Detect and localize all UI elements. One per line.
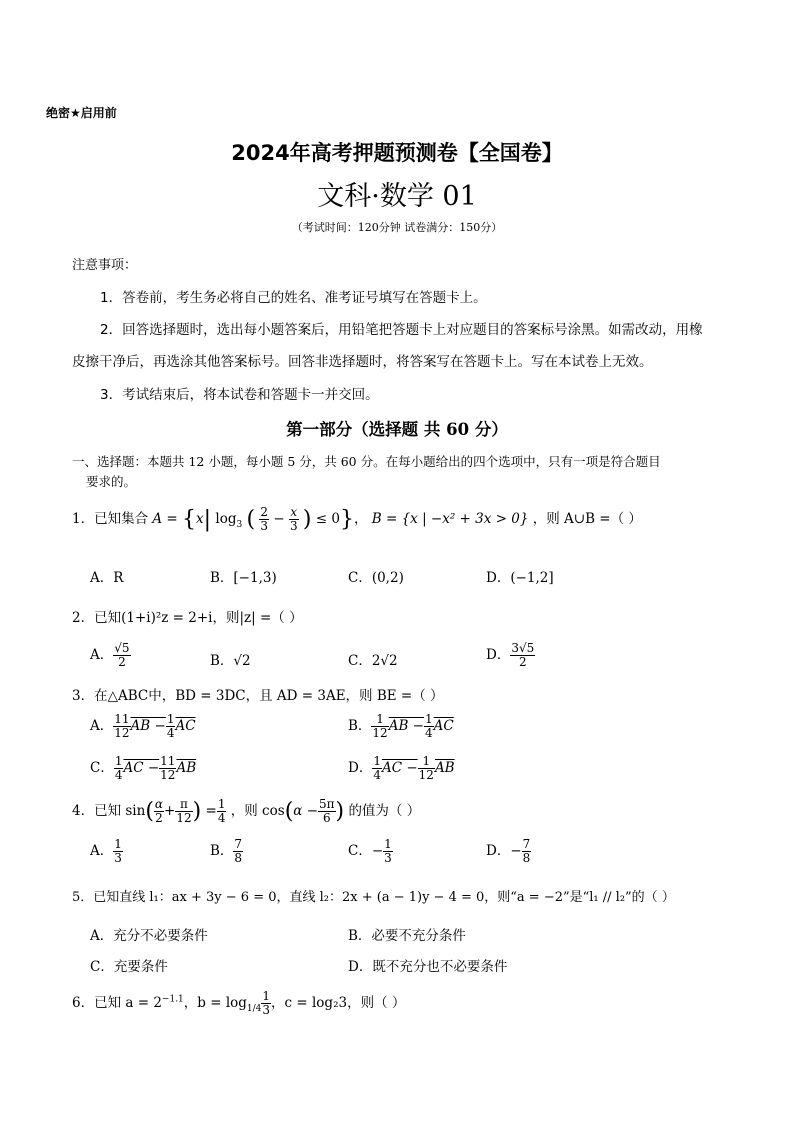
q1-log: log: [215, 511, 237, 528]
q1-frac-1: $\frac{2}{3}$: [260, 505, 269, 534]
q5-option-a: A．充分不必要条件: [90, 928, 208, 944]
q2-option-a: A． $\frac{√5}{2}$: [90, 641, 130, 670]
notice-item-3: 3．考试结束后，将本试卷和答题卡一并交回。: [100, 387, 379, 403]
q1-ask: ，则 A∪B =（ ）: [532, 511, 642, 528]
q5-option-c: C．充要条件: [90, 959, 168, 975]
q1-option-b: B．[−1,3): [210, 570, 277, 586]
q3-option-d: D． $\frac{1}{4}$ AC − $\frac{1}{12}$ $\overline{AB}$: [348, 754, 455, 783]
q1-log-base: 3: [236, 519, 243, 530]
q4-option-c: C．− $\frac{1}{3}$: [348, 837, 392, 866]
q3-option-b: B． $\frac{1}{12}$ AB − $\frac{1}{4}$ $\overline{AC}$: [348, 712, 454, 741]
notice-item-1: 1．答卷前，考生务必将自己的姓名、准考证号填写在答题卡上。: [100, 290, 487, 306]
question-5: 5．已知直线 l₁：ax + 3y − 6 = 0，直线 l₂：2x + (a − 1)y − 4 = 0，则“a = −2”是“l₁ // l₂”的（ ）: [72, 890, 675, 905]
q1-option-a: A．R: [90, 570, 124, 586]
exam-title: 2024年高考押题预测卷【全国卷】: [231, 141, 563, 165]
section-title: 第一部分（选择题 共 60 分）: [286, 420, 508, 439]
q1-option-d: D．(−1,2]: [486, 570, 554, 586]
q4-option-d: D．− $\frac{7}{8}$: [486, 837, 531, 866]
q4-option-b: B． $\frac{7}{8}$: [210, 837, 243, 866]
question-1: 1．已知集合 A = {x| $\log_3$ ( $\frac{2}{3}$ − $\frac{x}{3}$ ) ≤ 0}， B = {x | −x² + 3x > 0} ，则 A∪B =（ ）: [72, 505, 642, 534]
q1-set-a-label: A =: [152, 511, 178, 528]
q2-option-d: D． $\frac{3√5}{2}$: [486, 641, 535, 670]
q1-frac-2: $\frac{x}{3}$: [289, 505, 298, 534]
q5-option-b: B．必要不充分条件: [348, 928, 466, 944]
q1-minus: −: [273, 511, 285, 528]
section-intro: 一、选择题：本题共 12 小题，每小题 5 分，共 60 分。在每小题给出的四个选项中，只有一项是符合题目: [72, 454, 661, 469]
q1-le-zero: ≤ 0: [315, 511, 340, 528]
q4-option-a: A． $\frac{1}{3}$: [90, 837, 122, 866]
q3-option-c: C． $\frac{1}{4}$ AC − $\frac{11}{12}$ $\overline{AB}$: [90, 754, 197, 783]
exam-subtitle: 文科·数学 01: [317, 181, 477, 212]
q1-comma: ，: [353, 511, 368, 528]
q5-option-d: D．既不充分也不必要条件: [348, 959, 508, 975]
notice-item-2-cont: 皮擦干净后，再选涂其他答案标号。回答非选择题时，将答案写在答题卡上。写在本试卷上无效。: [72, 354, 653, 370]
exam-info: （考试时间：120分钟 试卷满分：150分）: [291, 221, 503, 234]
notice-heading: 注意事项：: [72, 258, 138, 273]
question-2: 2．已知(1+i)²z = 2+i，则|z| =（ ）: [72, 610, 303, 626]
q1-option-c: C．(0,2): [348, 570, 404, 586]
q3-option-a: A． $\frac{11}{12}$ AB − $\frac{1}{4}$ $\overline{AC}$: [90, 712, 196, 741]
question-6: 6．已知 $a = 2^{-1.1}$，$b = \log_{1/4}$ $\frac{1}{3}$ ，c = log₂3，则（ ）: [72, 989, 406, 1018]
notice-item-2: 2．回答选择题时，选出每小题答案后，用铅笔把答题卡上对应题目的答案标号涂黑。如需改动，用橡: [100, 322, 703, 338]
question-4: 4．已知 sin( $\frac{\alpha}{2}$ + $\frac{\pi}{12}$ ) = $\frac{1}{4}$ ，则 cos(α − $\frac{5\pi}{6}$ ) 的值为（ ）: [72, 797, 421, 826]
confidential-label: 绝密★启用前: [46, 106, 117, 120]
q1-prefix: 1．已知集合: [72, 511, 149, 528]
q1-set-a-x: x: [196, 511, 204, 528]
section-intro-cont: 要求的。: [86, 474, 137, 489]
q2-option-c: C．2√2: [348, 653, 398, 669]
q1-set-b: B = {x | −x² + 3x > 0}: [371, 511, 529, 528]
q2-option-b: B．√2: [210, 653, 251, 669]
question-3: 3．在△ABC中，BD = 3DC，且 AD = 3AE，则 BE =（ ）: [72, 688, 444, 704]
